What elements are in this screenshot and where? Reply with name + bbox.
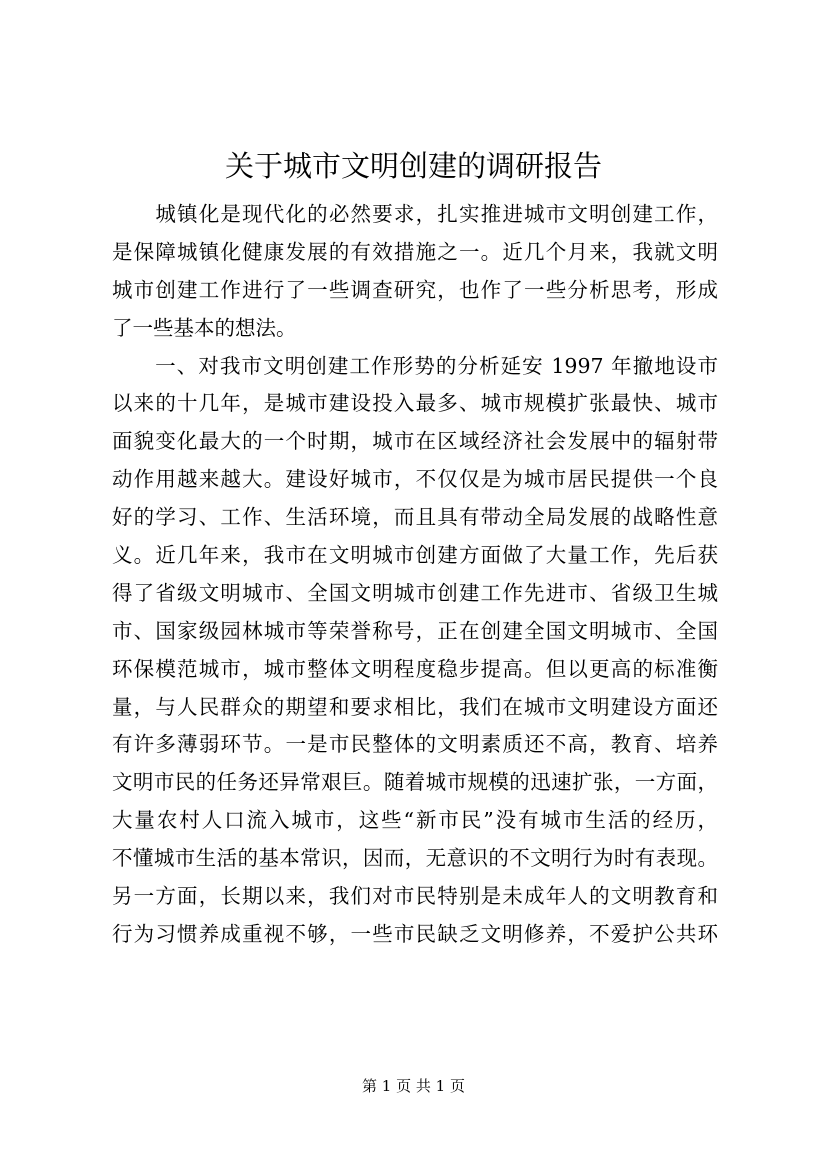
text-line: 量，与人民群众的期望和要求相比，我们在城市文明建设方面还 xyxy=(112,694,718,719)
text-line: 了一些基本的想法。 xyxy=(112,315,297,340)
text-line: 大量农村人口流入城市，这些“新市民”没有城市生活的经历， xyxy=(112,808,718,833)
text-line: 文明市民的任务还异常艰巨。随着城市规模的迅速扩张，一方面， xyxy=(112,770,718,795)
text-line: 好的学习、工作、生活环境，而且具有带动全局发展的战略性意 xyxy=(112,505,718,530)
text-line: 动作用越来越大。建设好城市，不仅仅是为城市居民提供一个良 xyxy=(112,467,718,492)
text-line: 行为习惯养成重视不够，一些市民缺乏文明修养，不爱护公共环 xyxy=(112,921,718,946)
text-line: 义。近几年来，我市在文明城市创建方面做了大量工作，先后获 xyxy=(112,543,718,568)
text-line: 是保障城镇化健康发展的有效措施之一。近几个月来，我就文明 xyxy=(112,239,718,264)
document-body xyxy=(112,196,718,954)
text-line: 不懂城市生活的基本常识，因而，无意识的不文明行为时有表现。 xyxy=(112,846,718,871)
text-line: 得了省级文明城市、全国文明城市创建工作先进市、省级卫生城 xyxy=(112,580,718,605)
text-line: 城镇化是现代化的必然要求，扎实推进城市文明创建工作， xyxy=(112,202,718,226)
text-line: 城市创建工作进行了一些调查研究，也作了一些分析思考，形成 xyxy=(112,277,718,302)
text-line: 有许多薄弱环节。一是市民整体的文明素质还不高，教育、培养 xyxy=(112,732,718,757)
text-line: 环保模范城市，城市整体文明程度稳步提高。但以更高的标准衡 xyxy=(112,656,718,681)
text-line: 市、国家级园林城市等荣誉称号，正在创建全国文明城市、全国 xyxy=(112,618,718,643)
text-line: 另一方面，长期以来，我们对市民特别是未成年人的文明教育和 xyxy=(112,884,718,909)
text-line: 以来的十几年，是城市建设投入最多、城市规模扩张最快、城市 xyxy=(112,391,718,416)
text-line: 面貌变化最大的一个时期，城市在区域经济社会发展中的辐射带 xyxy=(112,429,718,454)
document-title: 关于城市文明创建的调研报告 xyxy=(224,149,602,183)
page-footer: 第 1 页 共 1 页 xyxy=(362,1077,465,1095)
text-line: 一、对我市文明创建工作形势的分析延安 1997 年撤地设市 xyxy=(112,353,718,378)
